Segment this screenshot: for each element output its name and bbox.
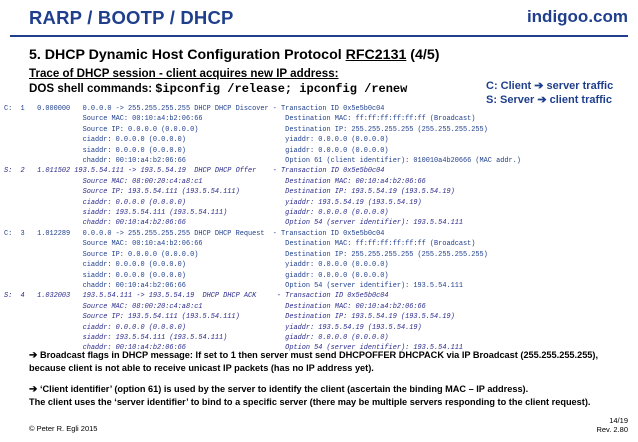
note-broadcast-flags bbox=[29, 349, 633, 374]
heading-prefix: 5. DHCP Dynamic Host Configuration Protocol bbox=[29, 47, 346, 63]
trace-line: ciaddr: 0.0.0.0 (0.0.0.0) yiaddr: 193.5.54.19 (193.5.54.19) bbox=[4, 198, 422, 207]
legend-server: S: Server ➔ client traffic bbox=[486, 94, 612, 106]
trace-line: Source IP: 193.5.54.111 (193.5.54.111) Destination IP: 193.5.54.19 (193.5.54.19) bbox=[4, 188, 455, 197]
trace-line: Source IP: 0.0.0.0 (0.0.0.0) Destination IP: 255.255.255.255 (255.255.255.255) bbox=[4, 125, 488, 134]
trace-line: Source MAC: 08:00:20:c4:a8:c1 Destination MAC: 00:10:a4:b2:06:66 bbox=[4, 302, 426, 311]
traffic-legend bbox=[486, 79, 613, 107]
trace-line: chaddr: 00:10:a4:b2:06:66 Option 54 (server identifier): 193.5.54.111 bbox=[4, 219, 463, 228]
trace-line: Source MAC: 00:10:a4:b2:06:66 Destination MAC: ff:ff:ff:ff:ff:ff (Broadcast) bbox=[4, 240, 476, 249]
arrow-icon: ➔ bbox=[29, 384, 38, 395]
trace-line: ciaddr: 0.0.0.0 (0.0.0.0) yiaddr: 0.0.0.0 (0.0.0.0) bbox=[4, 261, 389, 270]
commands-label: DOS shell commands: bbox=[29, 82, 156, 95]
legend-client: C: Client ➔ server traffic bbox=[486, 80, 614, 92]
trace-line: Source IP: 193.5.54.111 (193.5.54.111) Destination IP: 193.5.54.19 (193.5.54.19) bbox=[4, 313, 455, 322]
trace-line: chaddr: 00:10:a4:b2:06:66 Option 54 (server identifier): 193.5.54.111 bbox=[4, 281, 463, 290]
trace-line: C: 3 1.012289 0.0.0.0 -> 255.255.255.255 DHCP DHCP Request - Transaction ID 0x5e5b0c04 bbox=[4, 229, 385, 238]
page-info bbox=[596, 416, 628, 434]
slide-header bbox=[0, 0, 638, 44]
trace-line: siaddr: 0.0.0.0 (0.0.0.0) giaddr: 0.0.0.0 (0.0.0.0) bbox=[4, 271, 389, 280]
heading-suffix: (4/5) bbox=[406, 47, 440, 63]
trace-line: Source MAC: 08:00:20:c4:a8:c1 Destination MAC: 00:10:a4:b2:06:66 bbox=[4, 177, 426, 186]
note2-line2: The client uses the ‘server identifier’ to bind to a specific server (there may be multiple servers responding to the client request). bbox=[29, 397, 591, 407]
note-client-identifier bbox=[29, 383, 633, 408]
trace-line: ciaddr: 0.0.0.0 (0.0.0.0) yiaddr: 0.0.0.0 (0.0.0.0) bbox=[4, 136, 389, 145]
trace-line: siaddr: 193.5.54.111 (193.5.54.111) giaddr: 0.0.0.0 (0.0.0.0) bbox=[4, 209, 389, 218]
dos-commands-line bbox=[29, 82, 407, 96]
dhcp-trace bbox=[4, 104, 521, 354]
trace-line: siaddr: 193.5.54.111 (193.5.54.111) giaddr: 0.0.0.0 (0.0.0.0) bbox=[4, 333, 389, 342]
revision: Rev. 2.80 bbox=[596, 425, 628, 434]
header-divider bbox=[10, 35, 628, 37]
trace-line: chaddr: 00:10:a4:b2:06:66 Option 54 (server identifier): 193.5.54.111 bbox=[4, 344, 463, 353]
rfc-reference: RFC2131 bbox=[345, 47, 407, 63]
copyright: © Peter R. Egli 2015 bbox=[29, 424, 98, 433]
trace-subtitle: Trace of DHCP session - client acquires new IP address: bbox=[29, 67, 339, 80]
note1-line2: because client is not able to receive unicast IP packets (has no IP address yet). bbox=[29, 363, 374, 373]
page-number: 14/19 bbox=[609, 416, 628, 425]
trace-line: S: 2 1.011502 193.5.54.111 -> 193.5.54.19 DHCP DHCP Offer - Transaction ID 0x5e5b0c04 bbox=[4, 167, 385, 176]
brand-logo-text: indigoo.com bbox=[526, 7, 628, 26]
section-heading bbox=[29, 47, 439, 63]
trace-line: Source IP: 0.0.0.0 (0.0.0.0) Destination IP: 255.255.255.255 (255.255.255.255) bbox=[4, 250, 488, 259]
commands-text: $ipconfig /release; ipconfig /renew bbox=[155, 82, 408, 96]
trace-line: ciaddr: 0.0.0.0 (0.0.0.0) yiaddr: 193.5.54.19 (193.5.54.19) bbox=[4, 323, 422, 332]
arrow-icon: ➔ bbox=[29, 350, 38, 361]
trace-line: C: 1 0.000000 0.0.0.0 -> 255.255.255.255 DHCP DHCP Discover - Transaction ID 0x5e5b0c04 bbox=[4, 105, 385, 113]
trace-line: Source MAC: 00:10:a4:b2:06:66 Destination MAC: ff:ff:ff:ff:ff:ff (Broadcast) bbox=[4, 115, 476, 124]
trace-line: chaddr: 00:10:a4:b2:06:66 Option 61 (client identifier): 010010a4b20666 (MAC addr.) bbox=[4, 157, 521, 166]
trace-line: S: 4 1.032003 193.5.54.111 -> 193.5.54.19 DHCP DHCP ACK - Transaction ID 0x5e5b0c04 bbox=[4, 292, 389, 301]
note1-line1: Broadcast flags in DHCP message: If set to 1 then server must send DHCPOFFER DHCPACK via IP Broadcast (255.255.255.255), bbox=[39, 350, 599, 360]
trace-line: siaddr: 0.0.0.0 (0.0.0.0) giaddr: 0.0.0.0 (0.0.0.0) bbox=[4, 146, 389, 155]
slide-title: RARP / BOOTP / DHCP bbox=[29, 7, 234, 28]
note2-line1: ‘Client identifier’ (option 61) is used by the server to identify the client (ascertain the binding MAC – IP address). bbox=[39, 384, 529, 394]
